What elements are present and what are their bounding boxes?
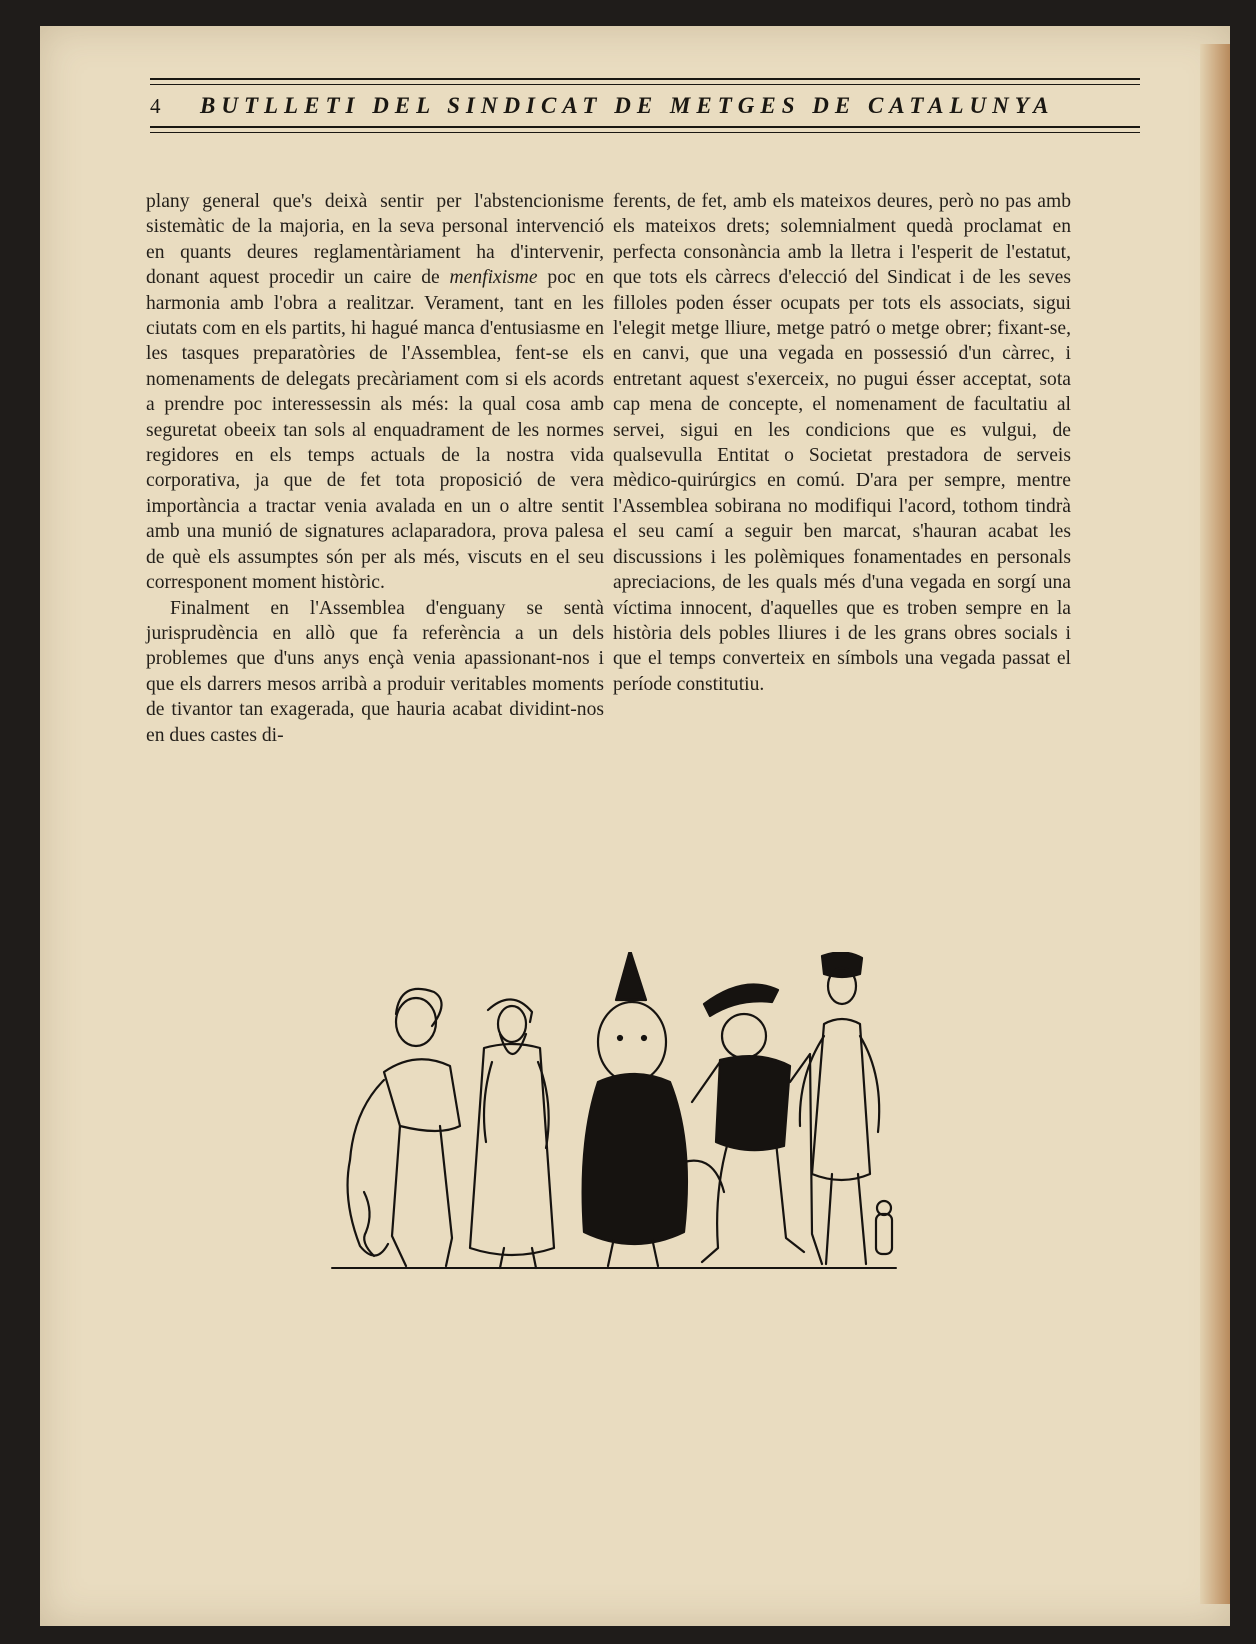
running-header <box>150 78 1140 158</box>
header-rule <box>150 78 1140 80</box>
paragraph: ferents, de fet, amb els mateixos deures, però no pas amb els mateixos drets; solemnialment quedà proclamat en perfecta consonància amb la lletra i l'esperit de l'estatut, que tots els càrrecs d'elecció del Sindicat i de les seves filloles poden ésser ocupats per tots els associats, sigui l'elegit metge lliure, metge patró o metge obrer; fixant-se, en canvi, que una vegada en possessió d'un càrrec, i entretant aquest s'exerceix, no pugui ésser acceptat, sota cap mena de concepte, el nomenament de facultatiu al servei, sigui en les condicions que es vulgui, de qualsevulla Entitat o Societat prestadora de serveis mèdico-quirúrgics en comú. D'ara per sempre, mentre l'Assemblea sobirana no modifiqui l'acord, tothom tindrà el seu camí a seguir ben marcat, s'hauran acabat les discussions i les polèmiques fonamentades en personals apreciacions, de les quals més d'una vegada en sorgí una víctima innocent, d'aquelles que es troben sempre en la història dels pobles lliures i de les grans obres socials i que el temps converteix en símbols una vegada passat el període constitutiu. <box>613 191 1071 695</box>
right-column <box>613 189 1071 697</box>
italic-term: menfixisme <box>449 267 538 289</box>
book-edge <box>1200 44 1230 1604</box>
header-rule <box>150 132 1140 133</box>
header-rule <box>150 84 1140 85</box>
cartoon-figures-illustration <box>324 952 904 1274</box>
running-title: BUTLLETI DEL SINDICAT DE METGES DE CATALUNYA <box>200 93 1055 118</box>
cartoon-figures-icon <box>324 952 904 1274</box>
paragraph <box>146 189 604 596</box>
page-number: 4 <box>150 93 161 118</box>
left-column <box>146 189 604 748</box>
paragraph-text: plany general que's deixà sentir per l'abstencionisme sistemàtic de la majoria, en la seva personal intervenció en quants deures reglamentàriament ha d'intervenir, donant aquest procedir un caire de <box>146 191 604 289</box>
paragraph: Finalment en l'Assemblea d'enguany se sentà jurisprudència en allò que fa referència a un dels problemes que d'uns anys ençà venia apassionant-nos i que els darrers mesos arribà a produir veritables moments de tivantor tan exagerada, que hauria acabat dividint-nos en dues castes di- <box>146 597 604 746</box>
paragraph-text: poc en harmonia amb l'obra a realitzar. Verament, tant en les ciutats com en els partits, hi hagué manca d'entusiasme en les tasques preparatòries de l'Assemblea, fent-se els nomenaments de delegats precàriament com si els acords a prendre poc interessessin als més: la qual cosa amb seguretat obeeix tan sols al enquadrament de les normes regidores en els temps actuals de la nostra vida corporativa, ja que de fet tota proposició de vera importància a tractar venia avalada en un o altre sentit amb una munió de signatures aclaparadora, prova palesa de què els assumptes són per als més, viscuts en el seu corresponent moment històric. <box>146 267 604 594</box>
header-rule <box>150 126 1140 128</box>
